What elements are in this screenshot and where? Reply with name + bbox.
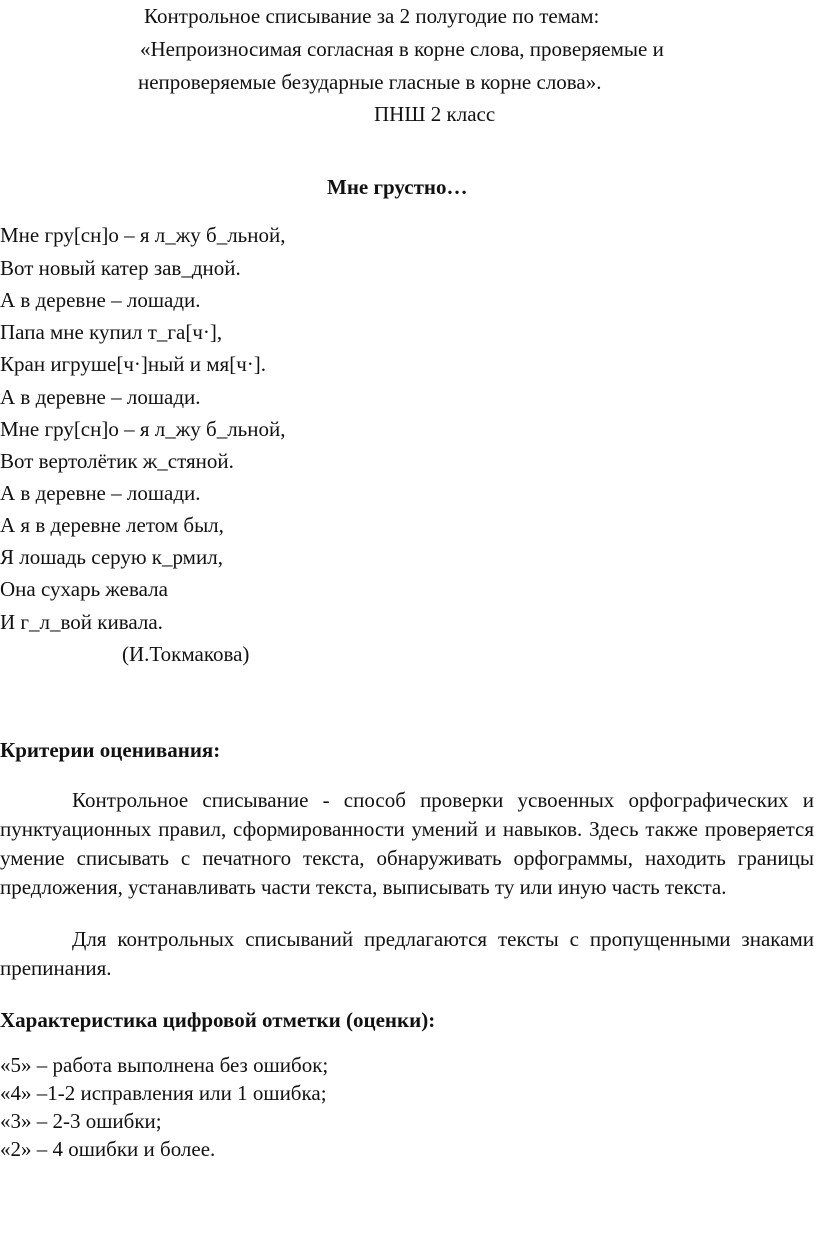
poem-line: А в деревне – лошади.	[0, 481, 201, 505]
poem-line: Мне гру[сн]о – я л_жу б_льной,	[0, 223, 286, 247]
grading-item: «3» – 2-3 ошибки;	[0, 1109, 162, 1133]
grading-item: «5» – работа выполнена без ошибок;	[0, 1053, 329, 1077]
criteria-heading: Критерии оценивания:	[0, 738, 221, 762]
poem-line: Кран игруше[ч·]ный и мя[ч·].	[0, 352, 266, 376]
header-grade: ПНШ 2 класс	[374, 102, 496, 126]
grading-heading: Характеристика цифровой отметки (оценки):	[0, 1008, 436, 1032]
header-line-2: «Непроизносимая согласная в корне слова, проверяемые и	[140, 37, 664, 61]
poem-author: (И.Токмакова)	[122, 642, 250, 666]
poem-line: Она сухарь жевала	[0, 577, 168, 601]
poem-line: А в деревне – лошади.	[0, 385, 201, 409]
criteria-paragraph-2: Для контрольных списываний предлагаются тексты с пропущенными знаками препинания.	[0, 927, 814, 980]
header-line-3: непроверяемые безударные гласные в корне слова».	[138, 70, 602, 94]
poem-line: А в деревне – лошади.	[0, 288, 201, 312]
grading-item: «4» –1-2 исправления или 1 ошибка;	[0, 1081, 327, 1105]
poem-line: И г_л_вой кивала.	[0, 610, 163, 634]
poem-line: Вот вертолётик ж_стяной.	[0, 449, 234, 473]
poem-line: Я лошадь серую к_рмил,	[0, 545, 223, 569]
criteria-paragraph-1: Контрольное списывание - способ проверки усвоенных орфографических и пунктуационных правил, сформированности умений и навыков. Здесь также проверяется умение списывать с печатного текста, обнаруживать орфограммы, находить границы предложения, устанавливать части текста, выписывать ту или иную часть текста.	[0, 788, 814, 899]
poem-line: Мне гру[сн]о – я л_жу б_льной,	[0, 417, 286, 441]
header-line-1: Контрольное списывание за 2 полугодие по темам:	[144, 4, 600, 28]
poem-line: Папа мне купил т_га[ч·],	[0, 320, 223, 344]
poem-title: Мне грустно…	[327, 175, 468, 199]
grading-item: «2» – 4 ошибки и более.	[0, 1137, 216, 1161]
poem-line: Вот новый катер зав_дной.	[0, 256, 241, 280]
poem-line: А я в деревне летом был,	[0, 513, 224, 537]
